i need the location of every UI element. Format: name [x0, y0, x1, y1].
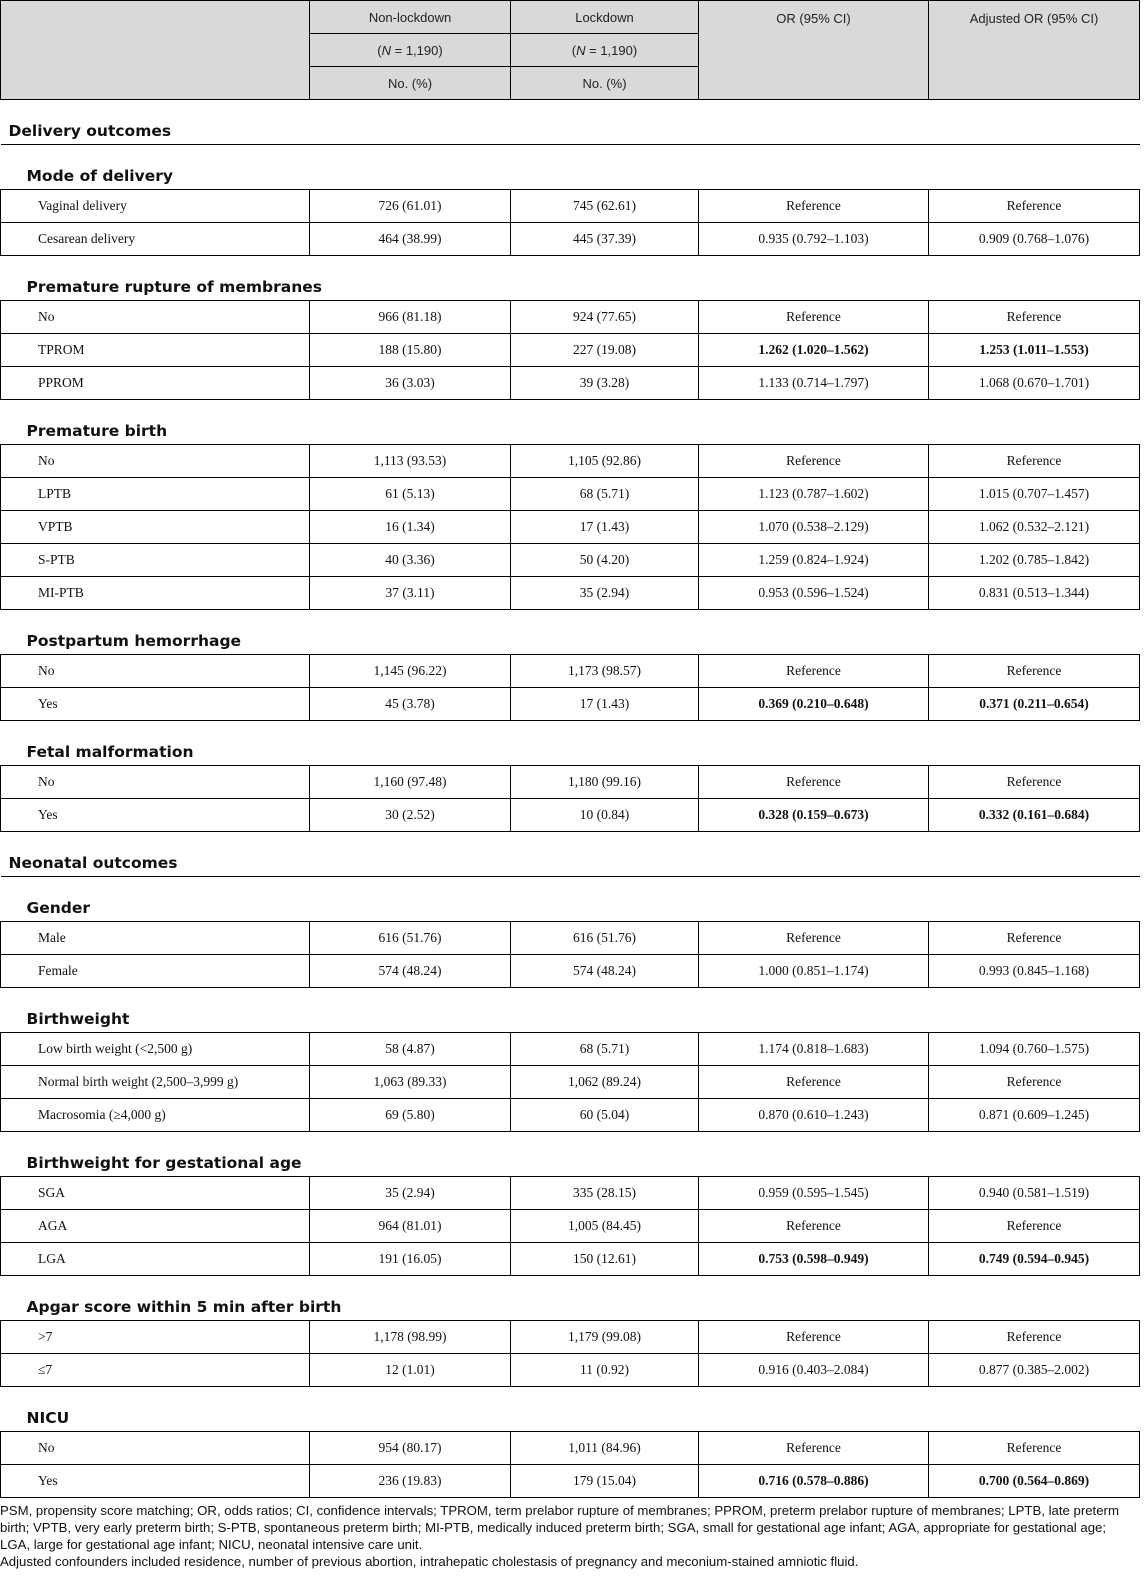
cell-adjusted-or: Reference	[929, 655, 1140, 688]
row-label: SGA	[1, 1177, 310, 1210]
row-label: Vaginal delivery	[1, 190, 310, 223]
cell-or: Reference	[699, 922, 929, 955]
group-title: Gender	[1, 877, 1140, 922]
table-row	[1, 1033, 1140, 1066]
group-row	[1, 721, 1140, 766]
row-label: Male	[1, 922, 310, 955]
table-row	[1, 1210, 1140, 1243]
cell-or: 1.070 (0.538–2.129)	[699, 511, 929, 544]
cell-non-lockdown: 464 (38.99)	[310, 223, 511, 256]
table-row	[1, 1099, 1140, 1132]
cell-or: Reference	[699, 445, 929, 478]
cell-adjusted-or: 1.094 (0.760–1.575)	[929, 1033, 1140, 1066]
table-row	[1, 367, 1140, 400]
cell-non-lockdown: 37 (3.11)	[310, 577, 511, 610]
cell-adjusted-or: Reference	[929, 766, 1140, 799]
cell-non-lockdown: 966 (81.18)	[310, 301, 511, 334]
cell-or: Reference	[699, 190, 929, 223]
cell-lockdown: 1,011 (84.96)	[511, 1432, 699, 1465]
cell-lockdown: 1,180 (99.16)	[511, 766, 699, 799]
row-label: Cesarean delivery	[1, 223, 310, 256]
group-row	[1, 1276, 1140, 1321]
cell-lockdown: 17 (1.43)	[511, 688, 699, 721]
row-label: Macrosomia (≥4,000 g)	[1, 1099, 310, 1132]
row-label: Yes	[1, 1465, 310, 1498]
table-row	[1, 1432, 1140, 1465]
cell-or: 0.916 (0.403–2.084)	[699, 1354, 929, 1387]
cell-adjusted-or: Reference	[929, 301, 1140, 334]
cell-adjusted-or: 0.877 (0.385–2.002)	[929, 1354, 1140, 1387]
cell-or: 1.259 (0.824–1.924)	[699, 544, 929, 577]
table-header	[1, 1, 1140, 100]
cell-or: Reference	[699, 301, 929, 334]
table-row	[1, 922, 1140, 955]
table-row	[1, 511, 1140, 544]
header-lockdown: Lockdown	[511, 1, 699, 34]
cell-lockdown: 10 (0.84)	[511, 799, 699, 832]
section-row	[1, 100, 1140, 145]
row-label: LPTB	[1, 478, 310, 511]
header-adjusted-or: Adjusted OR (95% CI)	[929, 1, 1140, 100]
cell-or: Reference	[699, 1066, 929, 1099]
group-title: Birthweight	[1, 988, 1140, 1033]
group-title: Postpartum hemorrhage	[1, 610, 1140, 655]
row-label: Low birth weight (<2,500 g)	[1, 1033, 310, 1066]
row-label: No	[1, 655, 310, 688]
table-row	[1, 1465, 1140, 1498]
cell-or: Reference	[699, 655, 929, 688]
cell-adjusted-or: Reference	[929, 922, 1140, 955]
row-label: Female	[1, 955, 310, 988]
cell-adjusted-or: 0.871 (0.609–1.245)	[929, 1099, 1140, 1132]
cell-non-lockdown: 1,178 (98.99)	[310, 1321, 511, 1354]
header-lockdown-unit: No. (%)	[511, 67, 699, 100]
cell-adjusted-or: Reference	[929, 1210, 1140, 1243]
row-label: No	[1, 445, 310, 478]
table-body	[1, 100, 1140, 1498]
cell-or: 1.000 (0.851–1.174)	[699, 955, 929, 988]
cell-lockdown: 1,105 (92.86)	[511, 445, 699, 478]
row-label: S-PTB	[1, 544, 310, 577]
group-title: Birthweight for gestational age	[1, 1132, 1140, 1177]
cell-non-lockdown: 954 (80.17)	[310, 1432, 511, 1465]
cell-non-lockdown: 726 (61.01)	[310, 190, 511, 223]
cell-non-lockdown: 40 (3.36)	[310, 544, 511, 577]
footnote-abbreviations: PSM, propensity score matching; OR, odds ratios; CI, confidence intervals; TPROM, term prelabor rupture of membranes; PPROM, preterm prelabor rupture of membranes; LPTB, late preterm birth; VPTB, very early preterm birth; S-PTB, spontaneous preterm birth; MI-PTB, medically induced preterm birth; SGA, small for gestational age infant; AGA, appropriate for gestational age; LGA, large for gestational age infant; NICU, neonatal intensive care unit.	[0, 1503, 1119, 1552]
table-row	[1, 1243, 1140, 1276]
cell-adjusted-or: 0.831 (0.513–1.344)	[929, 577, 1140, 610]
cell-adjusted-or: Reference	[929, 1432, 1140, 1465]
row-label: VPTB	[1, 511, 310, 544]
group-row	[1, 610, 1140, 655]
cell-lockdown: 745 (62.61)	[511, 190, 699, 223]
cell-adjusted-or: Reference	[929, 190, 1140, 223]
cell-lockdown: 68 (5.71)	[511, 1033, 699, 1066]
cell-non-lockdown: 574 (48.24)	[310, 955, 511, 988]
section-row	[1, 832, 1140, 877]
table-row	[1, 688, 1140, 721]
cell-adjusted-or: 1.062 (0.532–2.121)	[929, 511, 1140, 544]
cell-non-lockdown: 1,063 (89.33)	[310, 1066, 511, 1099]
cell-non-lockdown: 191 (16.05)	[310, 1243, 511, 1276]
header-non-lockdown: Non-lockdown	[310, 1, 511, 34]
cell-or: 1.262 (1.020–1.562)	[699, 334, 929, 367]
table-row	[1, 445, 1140, 478]
group-title: Apgar score within 5 min after birth	[1, 1276, 1140, 1321]
header-or: OR (95% CI)	[699, 1, 929, 100]
cell-or: 0.953 (0.596–1.524)	[699, 577, 929, 610]
group-row	[1, 145, 1140, 190]
row-label: MI-PTB	[1, 577, 310, 610]
row-label: LGA	[1, 1243, 310, 1276]
table-row	[1, 478, 1140, 511]
cell-or: 0.959 (0.595–1.545)	[699, 1177, 929, 1210]
row-label: ≤7	[1, 1354, 310, 1387]
group-title: Fetal malformation	[1, 721, 1140, 766]
group-title: Mode of delivery	[1, 145, 1140, 190]
cell-adjusted-or: Reference	[929, 1066, 1140, 1099]
cell-adjusted-or: Reference	[929, 1321, 1140, 1354]
cell-or: Reference	[699, 766, 929, 799]
group-title: Premature birth	[1, 400, 1140, 445]
group-title: NICU	[1, 1387, 1140, 1432]
cell-lockdown: 574 (48.24)	[511, 955, 699, 988]
cell-or: 0.935 (0.792–1.103)	[699, 223, 929, 256]
footnote-confounders: Adjusted confounders included residence, number of previous abortion, intrahepatic cholestasis of pregnancy and meconium-stained amniotic fluid.	[0, 1554, 859, 1569]
row-label: TPROM	[1, 334, 310, 367]
row-label: AGA	[1, 1210, 310, 1243]
cell-non-lockdown: 12 (1.01)	[310, 1354, 511, 1387]
group-row	[1, 1132, 1140, 1177]
cell-lockdown: 11 (0.92)	[511, 1354, 699, 1387]
cell-or: 1.174 (0.818–1.683)	[699, 1033, 929, 1066]
group-row	[1, 256, 1140, 301]
cell-or: 0.870 (0.610–1.243)	[699, 1099, 929, 1132]
cell-or: Reference	[699, 1432, 929, 1465]
cell-non-lockdown: 1,160 (97.48)	[310, 766, 511, 799]
footnotes	[0, 1498, 1139, 1570]
cell-lockdown: 68 (5.71)	[511, 478, 699, 511]
cell-lockdown: 924 (77.65)	[511, 301, 699, 334]
cell-or: 0.753 (0.598–0.949)	[699, 1243, 929, 1276]
header-lockdown-n: (N = 1,190)	[511, 34, 699, 67]
cell-adjusted-or: 0.909 (0.768–1.076)	[929, 223, 1140, 256]
row-label: Yes	[1, 799, 310, 832]
table-row	[1, 1354, 1140, 1387]
cell-non-lockdown: 1,145 (96.22)	[310, 655, 511, 688]
table-row	[1, 799, 1140, 832]
cell-lockdown: 179 (15.04)	[511, 1465, 699, 1498]
cell-non-lockdown: 69 (5.80)	[310, 1099, 511, 1132]
table-row	[1, 766, 1140, 799]
table-row	[1, 955, 1140, 988]
cell-lockdown: 445 (37.39)	[511, 223, 699, 256]
table-row	[1, 1321, 1140, 1354]
section-title: Delivery outcomes	[1, 100, 1140, 145]
cell-non-lockdown: 61 (5.13)	[310, 478, 511, 511]
cell-lockdown: 17 (1.43)	[511, 511, 699, 544]
cell-lockdown: 227 (19.08)	[511, 334, 699, 367]
cell-adjusted-or: Reference	[929, 445, 1140, 478]
header-non-lockdown-unit: No. (%)	[310, 67, 511, 100]
row-label: No	[1, 301, 310, 334]
table-row	[1, 301, 1140, 334]
table-row	[1, 577, 1140, 610]
group-row	[1, 877, 1140, 922]
cell-non-lockdown: 58 (4.87)	[310, 1033, 511, 1066]
cell-adjusted-or: 1.015 (0.707–1.457)	[929, 478, 1140, 511]
cell-non-lockdown: 16 (1.34)	[310, 511, 511, 544]
header-blank-cell	[1, 1, 310, 100]
cell-lockdown: 39 (3.28)	[511, 367, 699, 400]
cell-adjusted-or: 1.202 (0.785–1.842)	[929, 544, 1140, 577]
cell-lockdown: 60 (5.04)	[511, 1099, 699, 1132]
cell-non-lockdown: 1,113 (93.53)	[310, 445, 511, 478]
row-label: >7	[1, 1321, 310, 1354]
cell-lockdown: 50 (4.20)	[511, 544, 699, 577]
cell-or: 0.328 (0.159–0.673)	[699, 799, 929, 832]
group-row	[1, 400, 1140, 445]
row-label: Normal birth weight (2,500–3,999 g)	[1, 1066, 310, 1099]
cell-non-lockdown: 30 (2.52)	[310, 799, 511, 832]
cell-lockdown: 335 (28.15)	[511, 1177, 699, 1210]
cell-adjusted-or: 1.253 (1.011–1.553)	[929, 334, 1140, 367]
cell-non-lockdown: 616 (51.76)	[310, 922, 511, 955]
cell-lockdown: 1,062 (89.24)	[511, 1066, 699, 1099]
table-row	[1, 1177, 1140, 1210]
cell-non-lockdown: 36 (3.03)	[310, 367, 511, 400]
cell-lockdown: 150 (12.61)	[511, 1243, 699, 1276]
cell-or: Reference	[699, 1210, 929, 1243]
row-label: PPROM	[1, 367, 310, 400]
group-row	[1, 1387, 1140, 1432]
cell-non-lockdown: 35 (2.94)	[310, 1177, 511, 1210]
cell-adjusted-or: 0.700 (0.564–0.869)	[929, 1465, 1140, 1498]
row-label: No	[1, 766, 310, 799]
section-title: Neonatal outcomes	[1, 832, 1140, 877]
cell-adjusted-or: 0.940 (0.581–1.519)	[929, 1177, 1140, 1210]
cell-adjusted-or: 0.371 (0.211–0.654)	[929, 688, 1140, 721]
table-row	[1, 223, 1140, 256]
cell-or: 0.369 (0.210–0.648)	[699, 688, 929, 721]
table-row	[1, 190, 1140, 223]
cell-lockdown: 616 (51.76)	[511, 922, 699, 955]
cell-or: Reference	[699, 1321, 929, 1354]
cell-or: 0.716 (0.578–0.886)	[699, 1465, 929, 1498]
cell-non-lockdown: 45 (3.78)	[310, 688, 511, 721]
cell-lockdown: 35 (2.94)	[511, 577, 699, 610]
table-row	[1, 334, 1140, 367]
header-non-lockdown-n: (N = 1,190)	[310, 34, 511, 67]
cell-or: 1.123 (0.787–1.602)	[699, 478, 929, 511]
table-row	[1, 655, 1140, 688]
cell-non-lockdown: 188 (15.80)	[310, 334, 511, 367]
group-title: Premature rupture of membranes	[1, 256, 1140, 301]
cell-adjusted-or: 0.993 (0.845–1.168)	[929, 955, 1140, 988]
cell-non-lockdown: 236 (19.83)	[310, 1465, 511, 1498]
group-row	[1, 988, 1140, 1033]
row-label: Yes	[1, 688, 310, 721]
cell-lockdown: 1,173 (98.57)	[511, 655, 699, 688]
row-label: No	[1, 1432, 310, 1465]
table-row	[1, 544, 1140, 577]
cell-or: 1.133 (0.714–1.797)	[699, 367, 929, 400]
cell-adjusted-or: 0.332 (0.161–0.684)	[929, 799, 1140, 832]
cell-lockdown: 1,005 (84.45)	[511, 1210, 699, 1243]
cell-adjusted-or: 1.068 (0.670–1.701)	[929, 367, 1140, 400]
cell-adjusted-or: 0.749 (0.594–0.945)	[929, 1243, 1140, 1276]
cell-non-lockdown: 964 (81.01)	[310, 1210, 511, 1243]
cell-lockdown: 1,179 (99.08)	[511, 1321, 699, 1354]
table-row	[1, 1066, 1140, 1099]
